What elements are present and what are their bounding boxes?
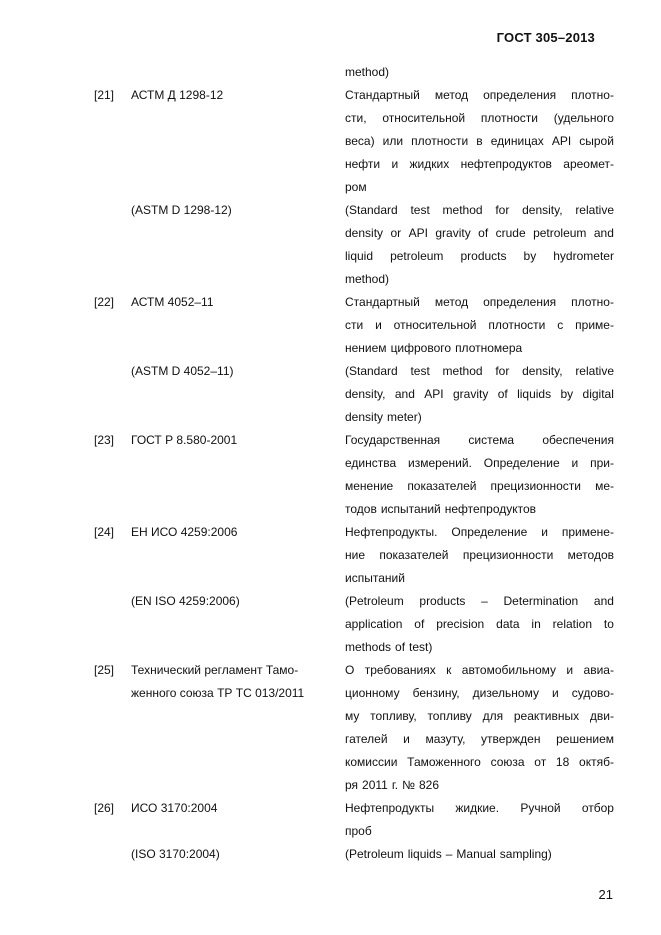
reference-line [94,129,614,152]
reference-description: (Petroleum liquids – Manual sampling) [345,846,552,861]
reference-line [94,451,614,474]
reference-description: проб [345,823,372,838]
reference-line [94,336,614,359]
reference-description: density or API gravity of crude petroleum and [345,225,614,240]
reference-description: ние показателей прецизионности методов [345,547,614,562]
reference-line [94,428,614,451]
document-header: ГОСТ 305–2013 [496,30,595,45]
reference-number: [23] [94,432,115,447]
reference-line [94,152,614,175]
reference-description: density, and API gravity of liquids by digital [345,386,614,401]
reference-line [94,704,614,727]
reference-description: сти и относительной плотности с приме- [345,317,614,332]
reference-description: (Standard test method for density, relative [345,363,614,378]
reference-line [94,83,614,106]
reference-line [94,313,614,336]
reference-line [94,244,614,267]
reference-line [94,635,614,658]
reference-description: Государственная система обеспечения [345,432,614,447]
reference-code: Технический регламент Тамо- [131,662,299,677]
reference-description: нением цифрового плотномера [345,340,523,355]
reference-line [94,221,614,244]
reference-description: О требованиях к автомобильному и авиа- [345,662,614,677]
reference-description: liquid petroleum products by hydrometer [345,248,614,263]
reference-description: application of precision data in relation to [345,616,614,631]
reference-line [94,359,614,382]
reference-code: (ASTM D 4052–11) [131,363,234,378]
reference-code: ГОСТ Р 8.580-2001 [131,432,238,447]
reference-description: ря 2011 г. № 826 [345,777,440,792]
reference-line [94,727,614,750]
reference-description: веса) или плотности в единицах API сырой [345,133,614,148]
reference-description: Нефтепродукты жидкие. Ручной отбор [345,800,614,815]
reference-description: (Petroleum products – Determination and [345,593,614,608]
reference-description: гателей и мазуту, утвержден решением [345,731,614,746]
reference-number: [22] [94,294,115,309]
reference-description: method) [345,271,390,286]
reference-line [94,520,614,543]
reference-line [94,175,614,198]
reference-line [94,612,614,635]
reference-description: тодов испытаний нефтепродуктов [345,501,537,516]
reference-code: ЕН ИСО 4259:2006 [131,524,238,539]
reference-description: methods of test) [345,639,433,654]
reference-description: ционному бензину, дизельному и судово- [345,685,614,700]
reference-description: ром [345,179,367,194]
reference-line [94,681,614,704]
reference-line [94,773,614,796]
reference-line [94,589,614,612]
reference-list [94,60,614,865]
reference-line [94,796,614,819]
reference-line [94,658,614,681]
reference-line [94,290,614,313]
reference-code: АСТМ 4052–11 [131,294,214,309]
reference-line [94,819,614,842]
reference-number: [26] [94,800,115,815]
reference-line [94,750,614,773]
reference-code: (ISO 3170:2004) [131,846,220,861]
reference-description: нефти и жидких нефтепродуктов ареомет- [345,156,614,171]
reference-line [94,405,614,428]
reference-number: [21] [94,87,115,102]
reference-description: density meter) [345,409,422,424]
reference-code: (EN ISO 4259:2006) [131,593,240,608]
reference-line [94,267,614,290]
reference-description: комиссии Таможенного союза от 18 октяб- [345,754,614,769]
reference-description: испытаний [345,570,405,585]
reference-line [94,842,614,865]
reference-line [94,382,614,405]
reference-line [94,566,614,589]
reference-line [94,543,614,566]
reference-line [94,60,614,83]
reference-line [94,106,614,129]
reference-description: method) [345,64,390,79]
reference-description: сти, относительной плотности (удельного [345,110,614,125]
reference-code: (ASTM D 1298-12) [131,202,232,217]
reference-code: АСТМ Д 1298-12 [131,87,224,102]
reference-description: менение показателей прецизионности ме- [345,478,614,493]
reference-line [94,474,614,497]
reference-number: [25] [94,662,115,677]
reference-line [94,198,614,221]
reference-line [94,497,614,520]
reference-description: единства измерений. Определение и при- [345,455,614,470]
reference-description: (Standard test method for density, relative [345,202,614,217]
page-number: 21 [598,887,613,902]
reference-description: Стандартный метод определения плотно- [345,294,614,309]
reference-description: Стандартный метод определения плотно- [345,87,614,102]
reference-number: [24] [94,524,115,539]
reference-description: му топливу, топливу для реактивных дви- [345,708,614,723]
reference-code: ИСО 3170:2004 [131,800,218,815]
reference-description: Нефтепродукты. Определение и примене- [345,524,614,539]
reference-code: женного союза ТР ТС 013/2011 [131,685,305,700]
